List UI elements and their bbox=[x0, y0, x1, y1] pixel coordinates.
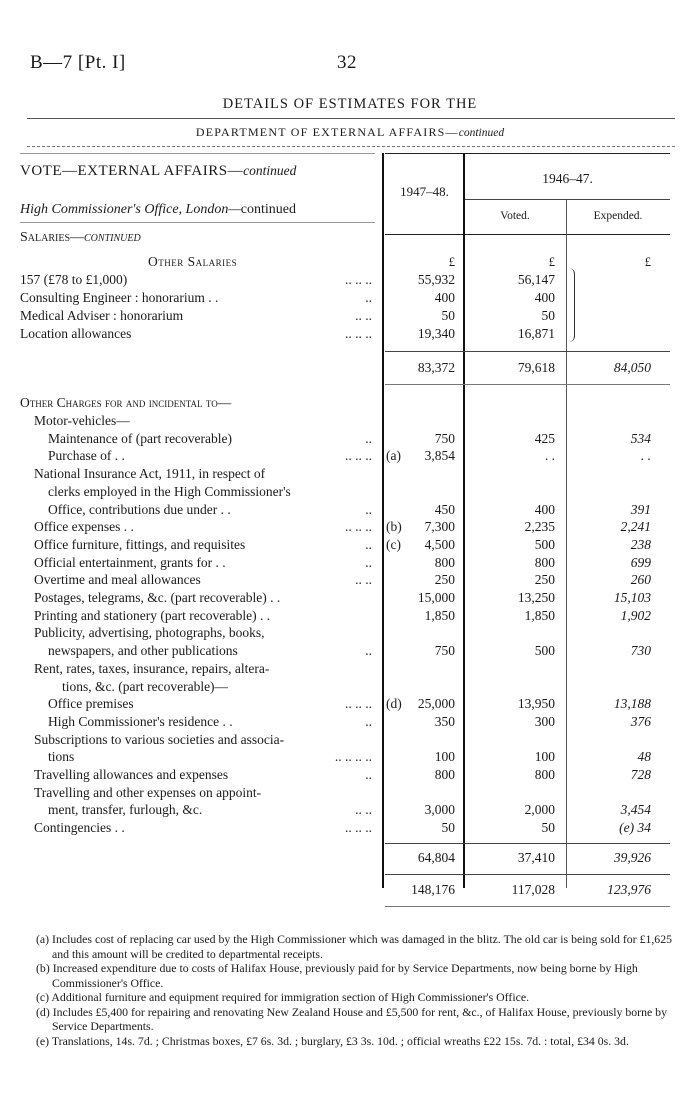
charge-row bbox=[0, 696, 700, 713]
charge-1947: 100 bbox=[434, 749, 455, 765]
subtitle-continued: continued bbox=[458, 127, 505, 139]
currency-col3: £ bbox=[644, 255, 651, 269]
charge-1947: 750 bbox=[434, 430, 455, 446]
charge-label: Subscriptions to various societies and associa- bbox=[34, 731, 285, 747]
salary-row bbox=[0, 272, 700, 289]
subtitle-text: DEPARTMENT OF EXTERNAL AFFAIRS— bbox=[195, 125, 459, 139]
footnote-text: Translations, 14s. 7d. ; Christmas boxes, £7 6s. 3d. ; burglary, £3 3s. 10d. ; official wreaths £22 15s. 7d. : total, £34 0s. 3d. bbox=[51, 1033, 629, 1048]
charge-dots: .. .. .. bbox=[345, 448, 372, 464]
charges-total-expended: 39,926 bbox=[613, 850, 651, 865]
charge-expended: 730 bbox=[630, 643, 651, 659]
charge-dots: .. .. .. bbox=[345, 820, 372, 836]
total-voted: 79,618 bbox=[517, 360, 555, 375]
charge-footnote-ref: (d) bbox=[386, 696, 402, 712]
charge-expended: 13,188 bbox=[613, 696, 651, 712]
vote-title-continued: continued bbox=[243, 163, 297, 178]
charges-total-row bbox=[0, 850, 700, 867]
row-voted: 400 bbox=[534, 290, 555, 305]
charge-dots: .. .. bbox=[355, 802, 372, 818]
group-header-rule bbox=[465, 199, 670, 200]
charge-row bbox=[0, 572, 700, 589]
footnote-text: Increased expenditure due to costs of Halifax House, previously paid for by Service Departments, now being borne by High Commissioner's Office. bbox=[52, 961, 638, 990]
salary-row bbox=[0, 308, 700, 325]
page-number: 32 bbox=[337, 52, 357, 73]
row-1947: 55,932 bbox=[417, 272, 455, 287]
footnote-mark: (e) bbox=[36, 1033, 50, 1048]
charge-footnote-ref: (b) bbox=[386, 519, 402, 535]
salary-row bbox=[0, 290, 700, 307]
charge-row bbox=[0, 661, 700, 678]
charge-expended: 534 bbox=[630, 430, 651, 446]
salary-row bbox=[0, 326, 700, 343]
charges-subtotal-rule bbox=[385, 843, 670, 844]
row-label: Consulting Engineer : honorarium . . bbox=[20, 290, 219, 305]
charge-1947: 3,000 bbox=[424, 802, 455, 818]
charge-dots: .. bbox=[365, 501, 372, 517]
charge-row bbox=[0, 448, 700, 465]
charge-voted: 250 bbox=[534, 572, 555, 588]
charge-expended: 15,103 bbox=[613, 590, 651, 605]
charge-1947: 450 bbox=[434, 501, 455, 517]
grand-total-rule-top bbox=[385, 874, 670, 875]
charge-voted: 2,235 bbox=[524, 519, 555, 535]
charge-row bbox=[0, 608, 700, 625]
row-dots: .. .. .. bbox=[345, 272, 372, 287]
row-label: Location allowances bbox=[20, 326, 132, 341]
charge-1947: 3,854 bbox=[424, 448, 455, 464]
salaries-heading-text: Salaries— bbox=[20, 230, 85, 245]
row-dots: .. .. bbox=[355, 308, 372, 323]
charge-row bbox=[0, 802, 700, 819]
charge-1947: 15,000 bbox=[417, 590, 455, 605]
charges-total-1947: 64,804 bbox=[417, 850, 455, 865]
charge-label: Office, contributions due under . . bbox=[48, 501, 231, 517]
charge-label: tions, &c. (part recoverable)— bbox=[62, 678, 229, 694]
charge-row bbox=[0, 519, 700, 536]
charge-dots: .. .. bbox=[355, 572, 372, 588]
page-subtitle bbox=[0, 125, 700, 140]
charge-expended: 238 bbox=[630, 536, 651, 552]
footnote-mark: (d) bbox=[36, 1004, 50, 1019]
row-1947: 19,340 bbox=[417, 326, 455, 341]
footnote-text: Includes cost of replacing car used by the High Commissioner which was damaged in the blitz. The old car is being sold for £1,625 and this amount will be credited to departmental receipts. bbox=[52, 932, 673, 961]
charge-voted: 400 bbox=[534, 501, 555, 517]
total-expended: 84,050 bbox=[613, 360, 651, 375]
row-voted: 56,147 bbox=[517, 272, 555, 287]
grand-total-expended: 123,976 bbox=[607, 882, 651, 897]
charge-row bbox=[0, 767, 700, 784]
charge-1947: 750 bbox=[434, 643, 455, 659]
charge-row bbox=[0, 502, 700, 519]
footnote-text: Includes £5,400 for repairing and renovating New Zealand House and £5,500 for rent, &c., of Halifax House, previously borne by Service Departments. bbox=[52, 1004, 667, 1033]
charge-dots: .. bbox=[365, 713, 372, 729]
charge-voted: 500 bbox=[534, 643, 555, 659]
charge-expended: 699 bbox=[630, 554, 651, 570]
charge-label: Contingencies . . bbox=[34, 820, 125, 836]
vote-title bbox=[20, 163, 296, 180]
grand-total-voted: 117,028 bbox=[511, 882, 555, 897]
charge-row bbox=[0, 749, 700, 766]
charge-label: ment, transfer, furlough, &c. bbox=[48, 802, 203, 818]
charge-label: clerks employed in the High Commissioner's bbox=[48, 483, 291, 499]
charge-expended: 391 bbox=[630, 501, 651, 517]
page-section-code: B—7 [Pt. I] bbox=[30, 52, 126, 73]
office-heading-continued: continued bbox=[240, 202, 296, 217]
charge-dots: .. bbox=[365, 430, 372, 446]
brace-mark bbox=[566, 268, 575, 342]
table-top-rule bbox=[385, 153, 670, 154]
charge-1947: 1,850 bbox=[424, 607, 455, 623]
title-rule bbox=[27, 118, 675, 119]
charge-voted: 425 bbox=[534, 430, 555, 446]
charge-1947: 50 bbox=[441, 820, 455, 836]
charge-1947: 7,300 bbox=[424, 519, 455, 535]
grand-total-1947: 148,176 bbox=[411, 882, 455, 897]
charge-footnote-ref: (c) bbox=[386, 536, 401, 552]
charge-row bbox=[0, 590, 700, 607]
salaries-heading bbox=[20, 230, 141, 246]
office-heading-text: High Commissioner's Office, London— bbox=[20, 202, 241, 217]
charge-label: Travelling and other expenses on appoint- bbox=[34, 784, 262, 800]
charge-row bbox=[0, 714, 700, 731]
charge-row bbox=[0, 431, 700, 448]
charge-row bbox=[0, 466, 700, 483]
charge-expended: 728 bbox=[630, 767, 651, 782]
charge-voted: 100 bbox=[534, 749, 555, 765]
footnote-mark: (a) bbox=[36, 932, 50, 946]
charge-label: Printing and stationery (part recoverable) . . bbox=[34, 607, 271, 623]
footnote-b bbox=[18, 961, 682, 990]
charge-dots: .. bbox=[365, 536, 372, 552]
charge-voted: 13,950 bbox=[517, 696, 555, 712]
charge-expended: 260 bbox=[630, 572, 651, 588]
charge-label: newspapers, and other publications bbox=[48, 643, 238, 659]
footnote-e bbox=[18, 1034, 682, 1049]
footnote-c bbox=[18, 990, 682, 1005]
charge-row bbox=[0, 413, 700, 430]
charge-dots: .. .. .. .. bbox=[334, 749, 372, 765]
charge-dots: .. .. .. bbox=[345, 519, 372, 535]
charge-footnote-ref: (a) bbox=[386, 448, 401, 464]
charge-dots: .. .. .. bbox=[345, 696, 372, 712]
table-top-rule-left bbox=[20, 153, 375, 154]
vote-title-text: VOTE—EXTERNAL AFFAIRS— bbox=[20, 163, 244, 179]
charge-row bbox=[0, 785, 700, 802]
currency-col1: £ bbox=[448, 255, 455, 269]
charge-label: Office furniture, fittings, and requisites bbox=[34, 536, 246, 552]
charge-row bbox=[0, 679, 700, 696]
charge-label: Postages, telegrams, &c. (part recoverable) . . bbox=[34, 590, 281, 605]
charge-label: National Insurance Act, 1911, in respect of bbox=[34, 466, 266, 482]
charge-row bbox=[0, 732, 700, 749]
charge-dots: .. bbox=[365, 554, 372, 570]
row-1947: 50 bbox=[441, 308, 455, 323]
charge-label: Travelling allowances and expenses bbox=[34, 767, 229, 782]
heading-rule bbox=[20, 222, 375, 223]
charge-row bbox=[0, 643, 700, 660]
charge-expended: 2,241 bbox=[620, 519, 651, 535]
other-charges-heading: Other Charges for and incidental to— bbox=[20, 395, 232, 410]
charge-dots: .. bbox=[365, 767, 372, 782]
footnote-mark: (c) bbox=[36, 990, 50, 1004]
total-1947: 83,372 bbox=[417, 360, 455, 375]
other-salaries-heading: Other Salaries bbox=[148, 254, 238, 269]
charge-label: Office premises bbox=[48, 696, 134, 712]
header-bottom-rule bbox=[385, 234, 670, 235]
charge-label: Office expenses . . bbox=[34, 519, 134, 535]
charge-label: Overtime and meal allowances bbox=[34, 572, 201, 588]
charges-total-voted: 37,410 bbox=[517, 850, 555, 865]
col-voted-header: Voted. bbox=[500, 210, 530, 222]
charge-label: tions bbox=[48, 749, 75, 765]
charge-voted: 13,250 bbox=[517, 590, 555, 605]
col-1946-group-header: 1946–47. bbox=[542, 171, 593, 186]
salary-total-row bbox=[0, 360, 700, 377]
charge-1947: 800 bbox=[434, 554, 455, 570]
charge-voted: 800 bbox=[534, 767, 555, 782]
charge-expended: 376 bbox=[630, 713, 651, 729]
charge-label: Motor-vehicles— bbox=[34, 413, 130, 428]
footnote-a bbox=[18, 932, 682, 961]
row-1947: 400 bbox=[434, 290, 455, 305]
footnote-mark: (b) bbox=[36, 961, 50, 975]
charge-row bbox=[0, 625, 700, 642]
charge-label: Publicity, advertising, photographs, books, bbox=[34, 625, 265, 641]
footnote-text: Additional furniture and equipment required for immigration section of High Commissioner's Office. bbox=[51, 990, 530, 1004]
row-voted: 16,871 bbox=[517, 326, 555, 341]
salaries-heading-continued: continued bbox=[84, 230, 141, 245]
charge-expended: 48 bbox=[637, 749, 651, 765]
charge-voted: 300 bbox=[534, 713, 555, 729]
charge-label: High Commissioner's residence . . bbox=[48, 713, 233, 729]
charge-voted: . . bbox=[544, 448, 555, 464]
charge-voted: 50 bbox=[541, 820, 555, 836]
charge-voted: 1,850 bbox=[524, 607, 555, 623]
grand-total-row bbox=[0, 882, 700, 899]
row-voted: 50 bbox=[541, 308, 555, 323]
currency-col2: £ bbox=[548, 255, 555, 269]
charge-1947: 4,500 bbox=[424, 536, 455, 552]
charge-1947: 25,000 bbox=[417, 696, 455, 712]
charge-label: Maintenance of (part recoverable) bbox=[48, 430, 233, 446]
charge-voted: 800 bbox=[534, 554, 555, 570]
grand-total-rule-bottom bbox=[385, 906, 670, 907]
subtitle-rule bbox=[27, 146, 675, 147]
page-title: DETAILS OF ESTIMATES FOR THE bbox=[222, 96, 478, 112]
row-dots: .. bbox=[365, 290, 372, 305]
charge-1947: 250 bbox=[434, 572, 455, 588]
charge-dots: .. bbox=[365, 643, 372, 659]
salary-subtotal-rule bbox=[385, 351, 670, 352]
col-expended-header: Expended. bbox=[593, 210, 643, 222]
charge-row bbox=[0, 484, 700, 501]
salary-total-rule bbox=[385, 384, 670, 385]
charge-label: Purchase of . . bbox=[48, 448, 125, 464]
charge-row bbox=[0, 555, 700, 572]
footnote-d bbox=[18, 1005, 682, 1034]
office-heading bbox=[20, 202, 296, 218]
charge-1947: 350 bbox=[434, 713, 455, 729]
charge-voted: 500 bbox=[534, 536, 555, 552]
charge-voted: 2,000 bbox=[524, 802, 555, 818]
charge-expended: (e) 34 bbox=[619, 820, 651, 836]
row-label: Medical Adviser : honorarium bbox=[20, 308, 184, 323]
footnotes bbox=[18, 932, 682, 1048]
charge-row bbox=[0, 820, 700, 837]
charge-1947: 800 bbox=[434, 767, 455, 782]
row-label: 157 (£78 to £1,000) bbox=[20, 272, 128, 287]
charge-label: Official entertainment, grants for . . bbox=[34, 554, 226, 570]
row-dots: .. .. .. bbox=[345, 326, 372, 341]
col-1947-header: 1947–48. bbox=[400, 184, 449, 199]
charge-expended: 3,454 bbox=[620, 802, 651, 818]
charge-label: Rent, rates, taxes, insurance, repairs, altera- bbox=[34, 660, 270, 676]
charge-expended: 1,902 bbox=[620, 607, 651, 623]
charge-expended: . . bbox=[640, 448, 651, 464]
charge-row bbox=[0, 537, 700, 554]
